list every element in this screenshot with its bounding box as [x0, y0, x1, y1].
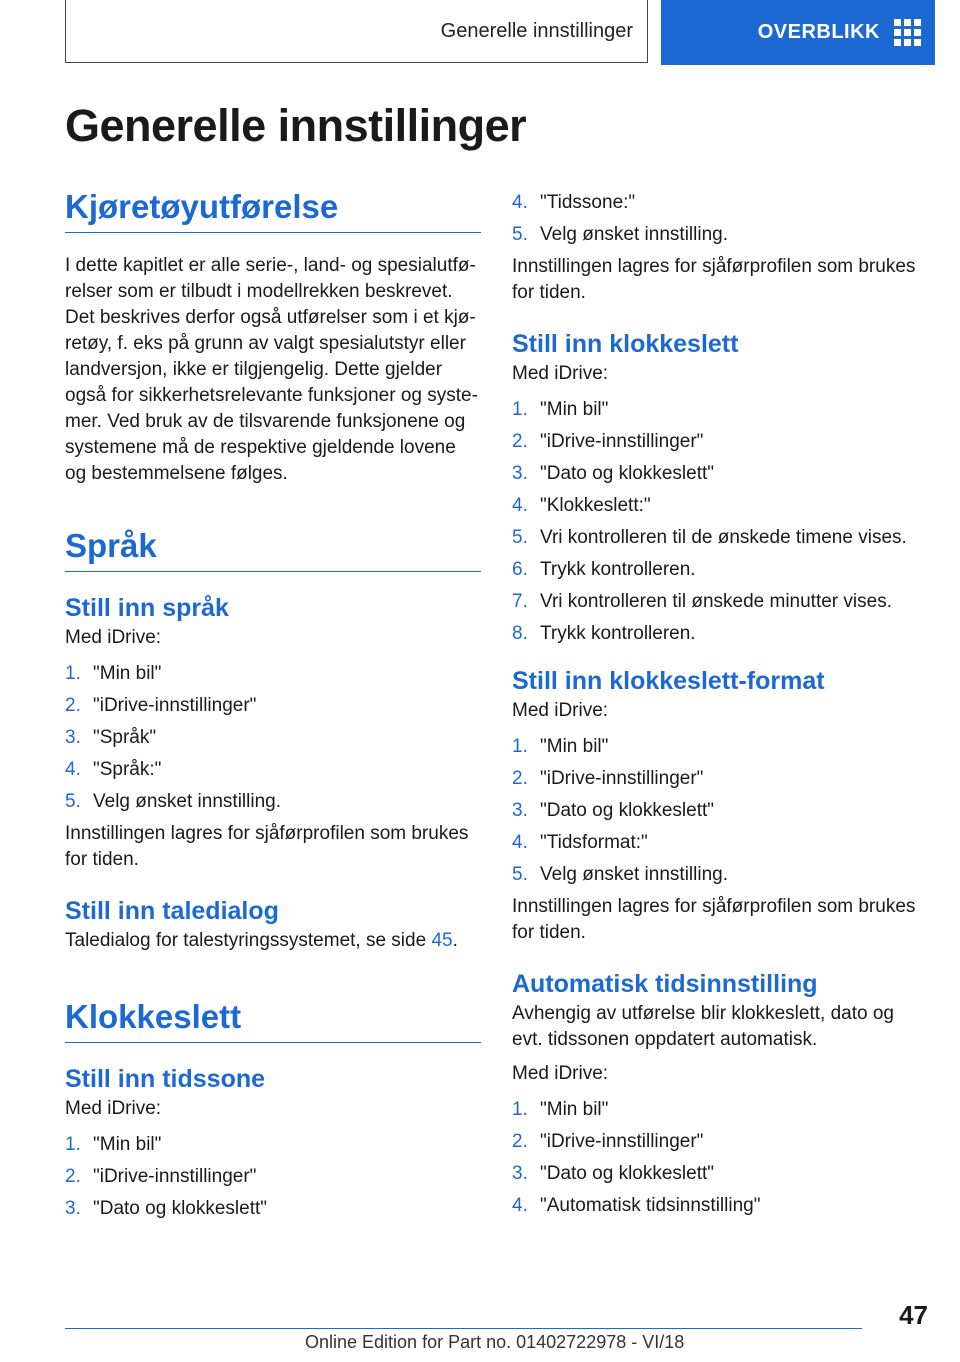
edition-footer: Online Edition for Part no. 01402722978 - VI/18	[305, 1332, 685, 1352]
format-note: Innstillingen lagres for sjåførprofilen som brukes for tiden.	[512, 896, 916, 943]
list-item: 1. "Min bil"	[512, 736, 609, 757]
list-item: 8. Trykk kontrolleren.	[512, 623, 696, 644]
list-item: 2. "iDrive-innstillinger"	[65, 695, 257, 716]
list-item: 4. "Klokkeslett:"	[512, 495, 651, 516]
language-steps	[65, 661, 481, 815]
voice-dialog-text: Taledialog for talestyringssystemet, se side 45.	[65, 930, 458, 951]
auto-time-steps	[512, 1097, 922, 1219]
section-tab[interactable]	[65, 0, 648, 63]
idrive-intro: Med iDrive:	[512, 700, 609, 721]
list-item: 1. "Min bil"	[512, 1099, 609, 1120]
list-item: 7. Vri kontrolleren til ønskede minutter vises.	[512, 591, 892, 612]
subheading-clock-format: Still inn klokkeslett-format	[512, 667, 825, 695]
page-title: Generelle innstillinger	[65, 100, 527, 151]
right-column	[512, 190, 922, 1225]
subheading-timezone: Still inn tidssone	[65, 1065, 266, 1093]
overview-button[interactable]	[661, 0, 935, 65]
auto-time-text: Avhengig av utførelse blir klokkeslett, dato og evt. tidssonen oppdatert automatisk.	[512, 1003, 894, 1050]
list-item: 3. "Dato og klokkeslett"	[512, 463, 715, 484]
list-item: 3. "Språk"	[65, 727, 157, 748]
idrive-intro: Med iDrive:	[65, 627, 162, 648]
list-item: 4. "Tidsformat:"	[512, 832, 648, 853]
timezone-steps	[65, 1132, 481, 1222]
page-number: 47	[899, 1300, 928, 1330]
list-item: 3. "Dato og klokkeslett"	[512, 1163, 715, 1184]
timezone-note: Innstillingen lagres for sjåførprofilen som brukes for tiden.	[512, 256, 916, 303]
section-heading-vehicle: Kjøretøyutførelse	[65, 188, 481, 233]
vehicle-text: I dette kapitlet er alle serie-, land- og spesialutførelser som er tilbudt i modellrekken beskrevet. Det beskrives derfor også utførelser som i et kjøretøy, f. eks på grunn av valgt spesialutstyr eller landversjon, ikke er tilgjengelig. Dette gjelder også for sikkerhetsrelevante funksjoner og systemer. Ved bruk av de tilsvarende funksjonene og systemene må de respektive gjeldende lovene og bestemmelsene følges.	[65, 255, 478, 484]
list-item: 2. "iDrive-innstillinger"	[65, 1166, 257, 1187]
list-item: 2. "iDrive-innstillinger"	[512, 431, 704, 452]
subheading-auto-time: Automatisk tidsinnstilling	[512, 970, 818, 998]
subheading-set-language: Still inn språk	[65, 594, 229, 622]
timezone-steps-continued	[512, 190, 922, 248]
subheading-set-clock: Still inn klokkeslett	[512, 330, 739, 358]
list-item: 3. "Dato og klokkeslett"	[65, 1198, 268, 1219]
section-heading-clock: Klokkeslett	[65, 998, 481, 1043]
page-ref-link[interactable]: 45	[431, 930, 453, 951]
idrive-intro: Med iDrive:	[65, 1098, 162, 1119]
subheading-voice-dialog: Still inn taledialog	[65, 897, 279, 925]
format-steps	[512, 734, 922, 888]
list-item: 5. Vri kontrolleren til de ønskede timene vises.	[512, 527, 907, 548]
idrive-intro: Med iDrive:	[512, 1063, 609, 1084]
idrive-intro: Med iDrive:	[512, 363, 609, 384]
overview-button-label: OVERBLIKK	[757, 21, 880, 43]
clock-steps	[512, 397, 922, 647]
list-item: 4. "Tidssone:"	[512, 192, 636, 213]
list-item: 3. "Dato og klokkeslett"	[512, 800, 715, 821]
list-item: 2. "iDrive-innstillinger"	[512, 1131, 704, 1152]
list-item: 2. "iDrive-innstillinger"	[512, 768, 704, 789]
list-item: 5. Velg ønsket innstilling.	[512, 864, 728, 885]
language-note: Innstillingen lagres for sjåførprofilen som brukes for tiden.	[65, 823, 469, 870]
list-item: 4. "Språk:"	[65, 759, 162, 780]
section-heading-language: Språk	[65, 527, 481, 572]
list-item: 1. "Min bil"	[512, 399, 609, 420]
grid-menu-icon	[894, 19, 921, 46]
list-item: 1. "Min bil"	[65, 663, 162, 684]
left-column	[65, 188, 481, 1228]
list-item: 4. "Automatisk tidsinnstilling"	[512, 1195, 761, 1216]
section-tab-label: Generelle innstillinger	[440, 19, 633, 42]
list-item: 6. Trykk kontrolleren.	[512, 559, 696, 580]
list-item: 5. Velg ønsket innstilling.	[65, 791, 281, 812]
footer-divider	[65, 1328, 862, 1329]
list-item: 1. "Min bil"	[65, 1134, 162, 1155]
list-item: 5. Velg ønsket innstilling.	[512, 224, 728, 245]
